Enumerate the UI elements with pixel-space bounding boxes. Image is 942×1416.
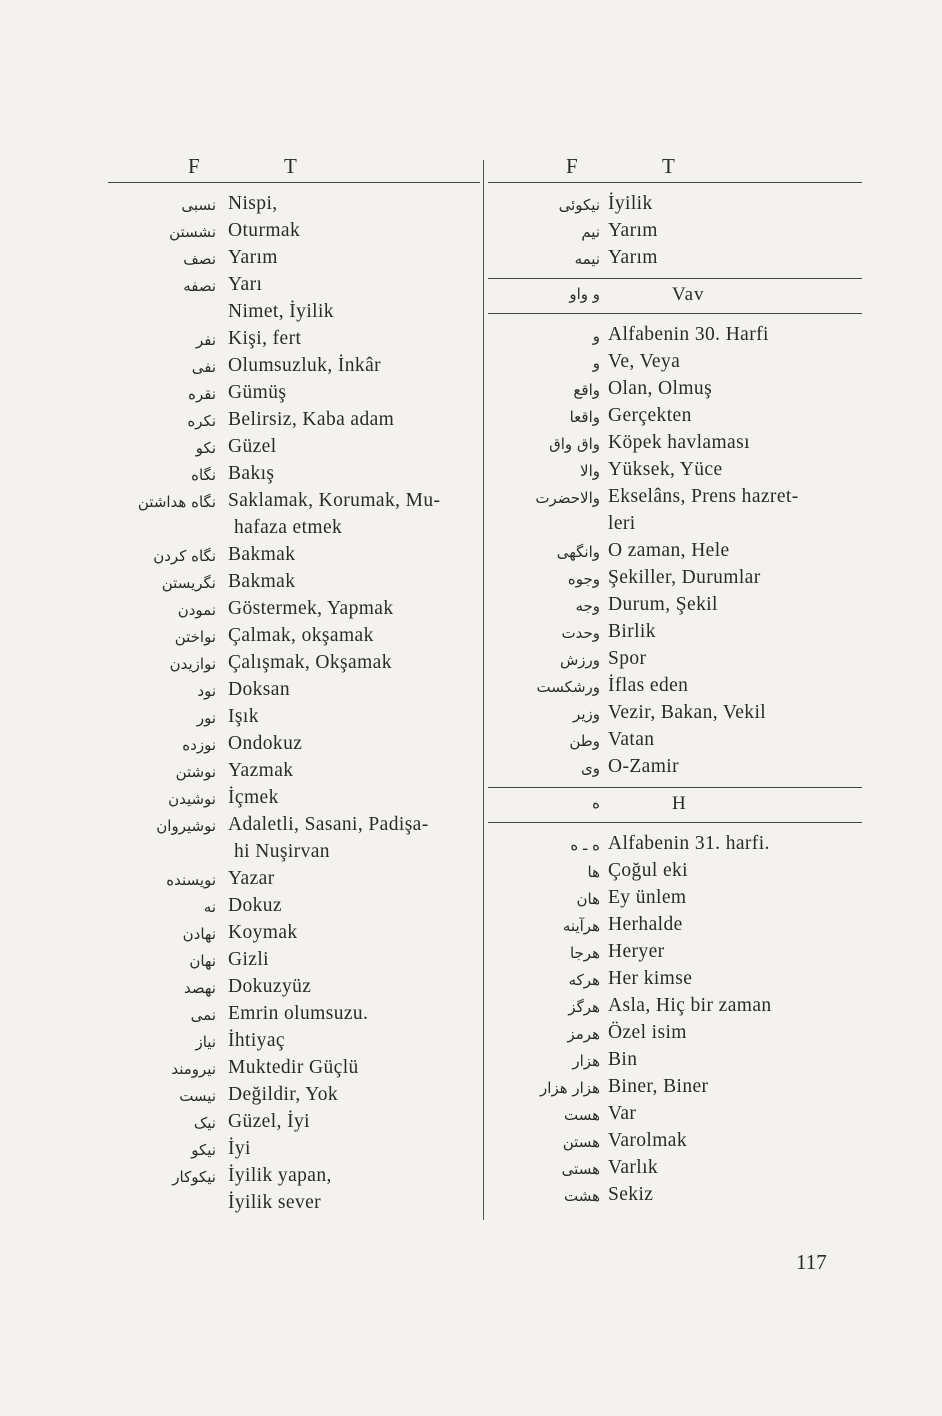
dictionary-entry — [488, 1157, 862, 1184]
turkish-meaning: İçmek — [228, 787, 279, 808]
turkish-meaning: Asla, Hiç bir zaman — [608, 995, 772, 1016]
persian-word: هرگز — [568, 998, 600, 1016]
persian-word: نوشتن — [175, 763, 216, 781]
turkish-meaning: Ondokuz — [228, 733, 303, 754]
dictionary-entry — [108, 679, 480, 706]
persian-word: و — [592, 327, 600, 345]
dictionary-entry — [488, 887, 862, 914]
turkish-meaning: Bin — [608, 1049, 638, 1070]
dictionary-entry — [108, 1084, 480, 1111]
right-header-rule — [488, 182, 862, 183]
left-header-rule — [108, 182, 480, 183]
turkish-meaning: Durum, Şekil — [608, 594, 718, 615]
dictionary-entry — [488, 833, 862, 860]
persian-word: وطن — [569, 732, 600, 750]
persian-word: نوشیدن — [168, 790, 216, 808]
dictionary-entry — [488, 193, 862, 220]
dictionary-entry — [488, 702, 862, 729]
turkish-meaning: İhtiyaç — [228, 1030, 285, 1051]
dictionary-entry — [488, 1022, 862, 1049]
persian-word: نیاز — [195, 1033, 216, 1051]
dictionary-entry — [108, 355, 480, 382]
turkish-meaning: İflas eden — [608, 675, 689, 696]
persian-word: هستی — [561, 1160, 600, 1178]
turkish-meaning: Yarım — [228, 247, 278, 268]
turkish-meaning: Çalışmak, Okşamak — [228, 652, 392, 673]
dictionary-entry — [488, 567, 862, 594]
turkish-meaning: Yüksek, Yüce — [608, 459, 723, 480]
dictionary-entry — [108, 436, 480, 463]
dictionary-entry — [108, 571, 480, 598]
dictionary-entry — [488, 513, 862, 540]
persian-word: نگاه هداشتن — [137, 493, 216, 511]
turkish-meaning: Olumsuzluk, İnkâr — [228, 355, 382, 376]
left-entries — [108, 193, 480, 1219]
left-header — [108, 150, 480, 182]
dictionary-entry — [108, 922, 480, 949]
page-number: 117 — [796, 1250, 827, 1274]
persian-word: نگریستن — [161, 574, 216, 592]
turkish-meaning: Koymak — [228, 922, 298, 943]
dictionary-entry — [488, 432, 862, 459]
dictionary-entry — [488, 648, 862, 675]
turkish-meaning: Güzel — [228, 436, 277, 457]
persian-word: ورشکست — [536, 678, 600, 696]
turkish-meaning: Belirsiz, Kaba adam — [228, 409, 395, 430]
column-divider — [483, 160, 484, 1220]
persian-word: هرجا — [569, 944, 600, 962]
persian-word: وی — [581, 759, 600, 777]
dictionary-entry — [488, 1049, 862, 1076]
turkish-meaning: Gizli — [228, 949, 269, 970]
dictionary-entry — [488, 968, 862, 995]
turkish-meaning: Bakış — [228, 463, 275, 484]
left-header-f: F — [188, 154, 201, 178]
turkish-meaning: Bakmak — [228, 544, 296, 565]
dictionary-entry — [108, 1111, 480, 1138]
turkish-meaning: İyi — [228, 1138, 251, 1159]
dictionary-entry — [488, 1130, 862, 1157]
dictionary-entry — [108, 1003, 480, 1030]
turkish-meaning: Işık — [228, 706, 259, 727]
persian-word: هشت — [563, 1187, 600, 1205]
turkish-meaning: İyilik yapan, — [228, 1165, 332, 1186]
vav-section-rule-bottom — [488, 313, 862, 314]
persian-word: نمودن — [177, 601, 216, 619]
right-header-t: T — [662, 154, 676, 178]
persian-word: واق واق — [549, 435, 600, 453]
turkish-meaning: Ey ünlem — [608, 887, 687, 908]
persian-word: وزیر — [573, 705, 600, 723]
turkish-meaning: İyilik sever — [228, 1192, 322, 1213]
persian-word: نصف — [183, 250, 216, 268]
persian-word: نفی — [191, 358, 216, 376]
left-column — [108, 150, 480, 1219]
turkish-meaning: Herhalde — [608, 914, 683, 935]
turkish-meaning: Yarım — [608, 220, 658, 241]
vav-section-heading — [488, 279, 862, 313]
dictionary-entry — [488, 1103, 862, 1130]
turkish-meaning: Şekiller, Durumlar — [608, 567, 761, 588]
dictionary-entry — [108, 1030, 480, 1057]
persian-word: نیم — [581, 223, 600, 241]
dictionary-entry — [488, 621, 862, 648]
dictionary-entry — [108, 625, 480, 652]
persian-word: نهصد — [184, 979, 216, 997]
turkish-meaning: Dokuzyüz — [228, 976, 312, 997]
dictionary-entry — [108, 328, 480, 355]
persian-word: نواختن — [174, 628, 216, 646]
dictionary-entry — [108, 976, 480, 1003]
he-section-t: H — [672, 793, 687, 814]
dictionary-entry — [108, 517, 480, 544]
dictionary-entry — [488, 324, 862, 351]
persian-word: وحدت — [561, 624, 600, 642]
persian-word: ورزش — [559, 651, 600, 669]
dictionary-entry — [108, 463, 480, 490]
turkish-meaning: Nimet, İyilik — [228, 301, 334, 322]
persian-word: هزار — [572, 1052, 600, 1070]
dictionary-entry — [488, 220, 862, 247]
dictionary-entry — [108, 868, 480, 895]
persian-word: نقره — [188, 385, 216, 403]
turkish-meaning: Oturmak — [228, 220, 301, 241]
persian-word: نهادن — [182, 925, 216, 943]
dictionary-entry — [108, 1138, 480, 1165]
persian-word: هستن — [562, 1133, 600, 1151]
right-column — [488, 150, 862, 1211]
dictionary-entry — [108, 193, 480, 220]
turkish-meaning: Gümüş — [228, 382, 287, 403]
dictionary-entry — [488, 247, 862, 274]
dictionary-entry — [108, 544, 480, 571]
persian-word: نگاه کردن — [153, 547, 216, 565]
persian-word: نور — [196, 709, 216, 727]
turkish-meaning: Nispi, — [228, 193, 278, 214]
dictionary-entry — [488, 914, 862, 941]
dictionary-entry — [488, 729, 862, 756]
dictionary-entry — [488, 405, 862, 432]
persian-word: نیمه — [574, 250, 600, 268]
turkish-meaning: hi Nuşirvan — [234, 841, 330, 862]
dictionary-entry — [108, 1165, 480, 1192]
turkish-meaning: Birlik — [608, 621, 656, 642]
turkish-meaning: İyilik — [608, 193, 653, 214]
dictionary-entry — [488, 540, 862, 567]
turkish-meaning: Özel isim — [608, 1022, 687, 1043]
turkish-meaning: leri — [608, 513, 636, 534]
turkish-meaning: Olan, Olmuş — [608, 378, 713, 399]
he-section-heading — [488, 788, 862, 822]
turkish-meaning: Her kimse — [608, 968, 693, 989]
vav-entries — [488, 324, 862, 783]
vav-section-f: و واو — [569, 285, 600, 303]
turkish-meaning: Güzel, İyi — [228, 1111, 310, 1132]
turkish-meaning: Ekselâns, Prens hazret- — [608, 486, 799, 507]
dictionary-entry — [108, 841, 480, 868]
turkish-meaning: Varolmak — [608, 1130, 688, 1151]
persian-word: هرکه — [568, 971, 600, 989]
turkish-meaning: Doksan — [228, 679, 290, 700]
persian-word: نفر — [195, 331, 216, 349]
turkish-meaning: O zaman, Hele — [608, 540, 730, 561]
dictionary-entry — [108, 1192, 480, 1219]
vav-section-t: Vav — [672, 284, 705, 305]
dictionary-entry — [108, 949, 480, 976]
persian-word: هست — [563, 1106, 600, 1124]
right-header-f: F — [566, 154, 579, 178]
persian-word: نمی — [190, 1006, 216, 1024]
dictionary-entry — [108, 814, 480, 841]
persian-word: نوازیدن — [169, 655, 216, 673]
dictionary-entry — [488, 995, 862, 1022]
dictionary-entry — [108, 598, 480, 625]
turkish-meaning: Yarım — [608, 247, 658, 268]
persian-word: نیکوئی — [558, 196, 600, 214]
dictionary-entry — [488, 941, 862, 968]
turkish-meaning: Alfabenin 31. harfi. — [608, 833, 770, 854]
persian-word: نکو — [195, 439, 216, 457]
he-section-f: ه — [592, 794, 600, 812]
dictionary-entry — [108, 733, 480, 760]
turkish-meaning: Çoğul eki — [608, 860, 688, 881]
dictionary-entry — [488, 756, 862, 783]
persian-word: نود — [197, 682, 216, 700]
dictionary-entry — [108, 706, 480, 733]
persian-word: وجه — [575, 597, 600, 615]
turkish-meaning: O-Zamir — [608, 756, 680, 777]
persian-word: نسبی — [181, 196, 216, 214]
turkish-meaning: Vatan — [608, 729, 655, 750]
turkish-meaning: Gerçekten — [608, 405, 692, 426]
turkish-meaning: Yazar — [228, 868, 275, 889]
dictionary-entry — [108, 490, 480, 517]
turkish-meaning: Değildir, Yok — [228, 1084, 339, 1105]
persian-word: نگاه — [191, 466, 216, 484]
dictionary-entry — [108, 382, 480, 409]
he-entries — [488, 833, 862, 1211]
turkish-meaning: Emrin olumsuzu. — [228, 1003, 369, 1024]
persian-word: نویسنده — [166, 871, 216, 889]
persian-word: و — [592, 354, 600, 372]
turkish-meaning: Yazmak — [228, 760, 294, 781]
persian-word: نوزده — [182, 736, 216, 754]
dictionary-entry — [488, 594, 862, 621]
persian-word: نیکو — [191, 1141, 216, 1159]
persian-word: نیک — [193, 1114, 216, 1132]
dictionary-entry — [488, 1076, 862, 1103]
persian-word: نه — [203, 898, 216, 916]
dictionary-entry — [488, 486, 862, 513]
turkish-meaning: Yarı — [228, 274, 263, 295]
persian-word: نیکوکار — [172, 1168, 216, 1186]
turkish-meaning: Adaletli, Sasani, Padişa- — [228, 814, 429, 835]
persian-word: ها — [587, 863, 600, 881]
dictionary-entry — [108, 787, 480, 814]
persian-word: واقعا — [569, 408, 600, 426]
dictionary-entry — [108, 274, 480, 301]
turkish-meaning: Göstermek, Yapmak — [228, 598, 394, 619]
dictionary-entry — [108, 409, 480, 436]
turkish-meaning: hafaza etmek — [234, 517, 343, 538]
persian-word: نهان — [189, 952, 216, 970]
dictionary-entry — [488, 351, 862, 378]
dictionary-entry — [108, 652, 480, 679]
dictionary-entry — [488, 675, 862, 702]
dictionary-entry — [488, 378, 862, 405]
dictionary-entry — [108, 895, 480, 922]
persian-word: نصفه — [183, 277, 216, 295]
persian-word: ه ـ ه — [570, 836, 600, 854]
persian-word: نیرومند — [171, 1060, 216, 1078]
persian-word: والا — [580, 462, 600, 480]
he-section-rule-bottom — [488, 822, 862, 823]
persian-word: نشستن — [169, 223, 216, 241]
persian-word: هزار هزار — [540, 1079, 600, 1097]
persian-word: والاحضرت — [535, 489, 600, 507]
persian-word: نیست — [179, 1087, 216, 1105]
turkish-meaning: Sekiz — [608, 1184, 654, 1205]
persian-word: هرآینه — [562, 917, 600, 935]
persian-word: نوشیروان — [156, 817, 216, 835]
dictionary-entry — [108, 301, 480, 328]
dictionary-entry — [488, 1184, 862, 1211]
dictionary-entry — [488, 860, 862, 887]
turkish-meaning: Köpek havlaması — [608, 432, 750, 453]
turkish-meaning: Muktedir Güçlü — [228, 1057, 359, 1078]
persian-word: نکره — [187, 412, 216, 430]
dictionary-entry — [108, 220, 480, 247]
turkish-meaning: Heryer — [608, 941, 665, 962]
right-header — [488, 150, 862, 182]
persian-word: هرمز — [567, 1025, 600, 1043]
turkish-meaning: Varlık — [608, 1157, 659, 1178]
turkish-meaning: Ve, Veya — [608, 351, 681, 372]
turkish-meaning: Kişi, fert — [228, 328, 302, 349]
turkish-meaning: Alfabenin 30. Harfi — [608, 324, 769, 345]
persian-word: هان — [576, 890, 600, 908]
persian-word: وانگهی — [556, 543, 600, 561]
turkish-meaning: Saklamak, Korumak, Mu- — [228, 490, 441, 511]
turkish-meaning: Vezir, Bakan, Vekil — [608, 702, 767, 723]
right-top-entries — [488, 193, 862, 274]
turkish-meaning: Biner, Biner — [608, 1076, 709, 1097]
left-header-t: T — [284, 154, 298, 178]
persian-word: واقع — [573, 381, 600, 399]
turkish-meaning: Var — [608, 1103, 637, 1124]
persian-word: وجوه — [567, 570, 600, 588]
dictionary-entry — [108, 760, 480, 787]
turkish-meaning: Spor — [608, 648, 647, 669]
dictionary-entry — [488, 459, 862, 486]
turkish-meaning: Bakmak — [228, 571, 296, 592]
turkish-meaning: Çalmak, okşamak — [228, 625, 374, 646]
dictionary-entry — [108, 1057, 480, 1084]
turkish-meaning: Dokuz — [228, 895, 282, 916]
dictionary-entry — [108, 247, 480, 274]
